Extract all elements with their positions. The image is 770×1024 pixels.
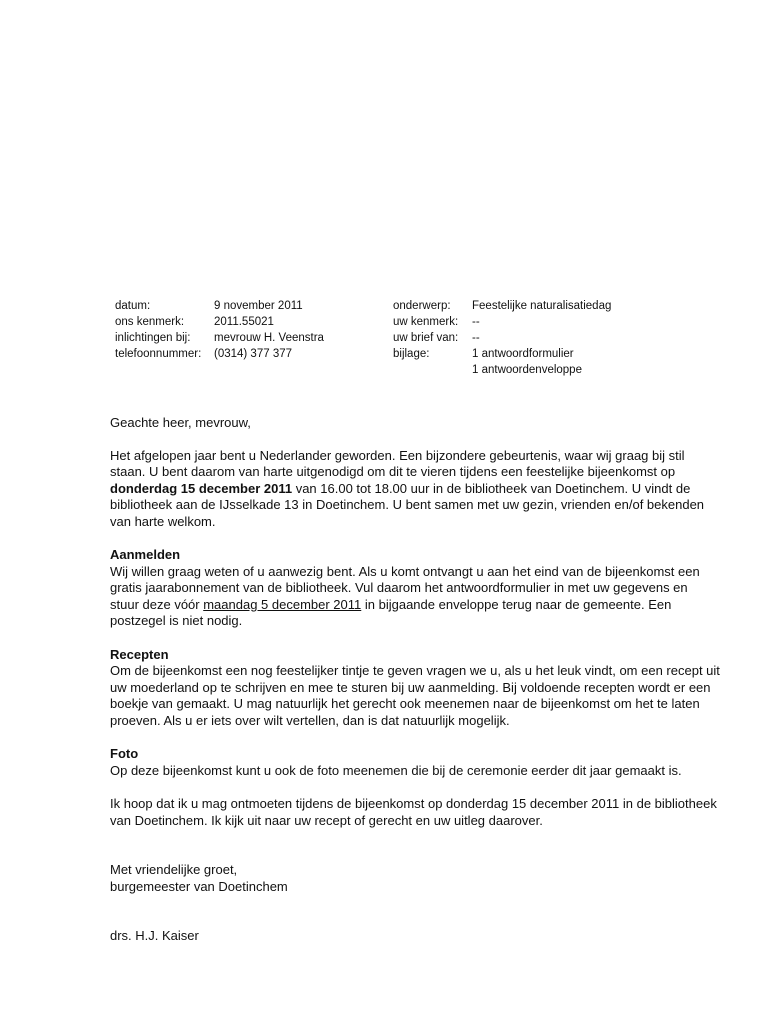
meta-value: 2011.55021 [214,316,274,328]
meta-row-inlichtingen [115,330,324,346]
aanmelden-text-1: Wij willen graag weten of u aanwezig bent. Als u komt ontvangt u aan het eind van de bijeenkomst een gratis jaarabonnement van de bibliotheek. Vul daarom het antwoordformulier in met uw gegevens en stuur deze vóór [110,563,700,612]
section-heading-foto: Foto [110,746,139,761]
meta-row-uw-kenmerk [393,314,611,330]
meta-row-uw-brief-van [393,330,611,346]
meta-value: -- [472,316,480,328]
sender-title: burgemeester van Doetinchem [110,878,288,894]
meta-label: bijlage: [393,348,430,360]
recepten-paragraph: Om de bijeenkomst een nog feestelijker tintje te geven vragen we u, als u het leuk vindt, om een recept uit uw moederland op te schrijven en mee te sturen bij uw aanmelding. Bij voldoende recepten wordt er een boekje van gemaakt. U mag natuurlijk het gerecht ook meenemen naar de bijeenkomst om het te laten proeven. Als u er iets over wilt vertellen, dan is dat natuurlijk mogelijk. [110,663,720,728]
signature-name: drs. H.J. Kaiser [110,928,199,943]
closing-paragraph: Ik hoop dat ik u mag ontmoeten tijdens de bijeenkomst op donderdag 15 december 2011 in de bibliotheek van Doetinchem. Ik kijk uit naar uw recept of gerecht en uw uitleg daarover. [110,796,717,828]
intro-text-1: Het afgelopen jaar bent u Nederlander geworden. Een bijzondere gebeurtenis, waar wij graag bij stil staan. U bent daarom van harte uitgenodigd om dit te vieren tijdens een feestelijke bijeenkomst op [110,447,685,479]
aanmelden-paragraph [110,564,720,630]
meta-row-bijlage [393,346,611,362]
intro-text-2: van 16.00 tot 18.00 uur in de bibliotheek van Doetinchem. U vindt de bibliotheek aan de IJsselkade 13 in Doetinchem. U bent samen met uw gezin, vrienden en/of bekenden van harte welkom. [110,480,705,529]
meta-label: inlichtingen bij: [115,332,191,344]
meta-label: datum: [115,300,151,312]
aanmelden-text-2: in bijgaande enveloppe terug naar de gemeente. Een postzegel is niet nodig. [110,596,672,628]
meta-row-telefoonnummer [115,346,324,362]
meta-label [393,362,472,378]
signature-space [110,895,720,928]
section-heading-recepten: Recepten [110,646,169,662]
meta-row-bijlage-2 [393,362,611,378]
meta-value: Feestelijke naturalisatiedag [472,300,612,312]
meta-label: onderwerp: [393,300,451,312]
meta-value: mevrouw H. Veenstra [214,332,324,344]
meta-label: uw brief van: [393,332,459,344]
meta-value: 1 antwoordformulier [472,348,574,360]
section-heading-aanmelden: Aanmelden [110,547,181,562]
letter-meta-left [115,298,324,362]
event-date: donderdag 15 december 2011 [110,480,293,496]
meta-value: 1 antwoordenveloppe [472,364,582,376]
meta-value: (0314) 377 377 [214,348,293,360]
letter-meta-right [393,298,611,378]
meta-label: uw kenmerk: [393,316,459,328]
meta-label: telefoonnummer: [115,348,202,360]
meta-value: -- [472,332,480,344]
meta-row-datum [115,298,324,314]
letter-body [110,415,720,945]
meta-label: ons kenmerk: [115,316,185,328]
spacer [110,846,720,862]
foto-paragraph: Op deze bijeenkomst kunt u ook de foto meenemen die bij de ceremonie eerder dit jaar gemaakt is. [110,762,682,778]
meta-row-onderwerp [393,298,611,314]
intro-paragraph [110,448,720,531]
greeting: Met vriendelijke groet, [110,862,238,877]
registration-deadline: maandag 5 december 2011 [203,596,362,612]
salutation: Geachte heer, mevrouw, [110,415,251,430]
meta-value: 9 november 2011 [214,300,303,312]
meta-row-ons-kenmerk [115,314,324,330]
